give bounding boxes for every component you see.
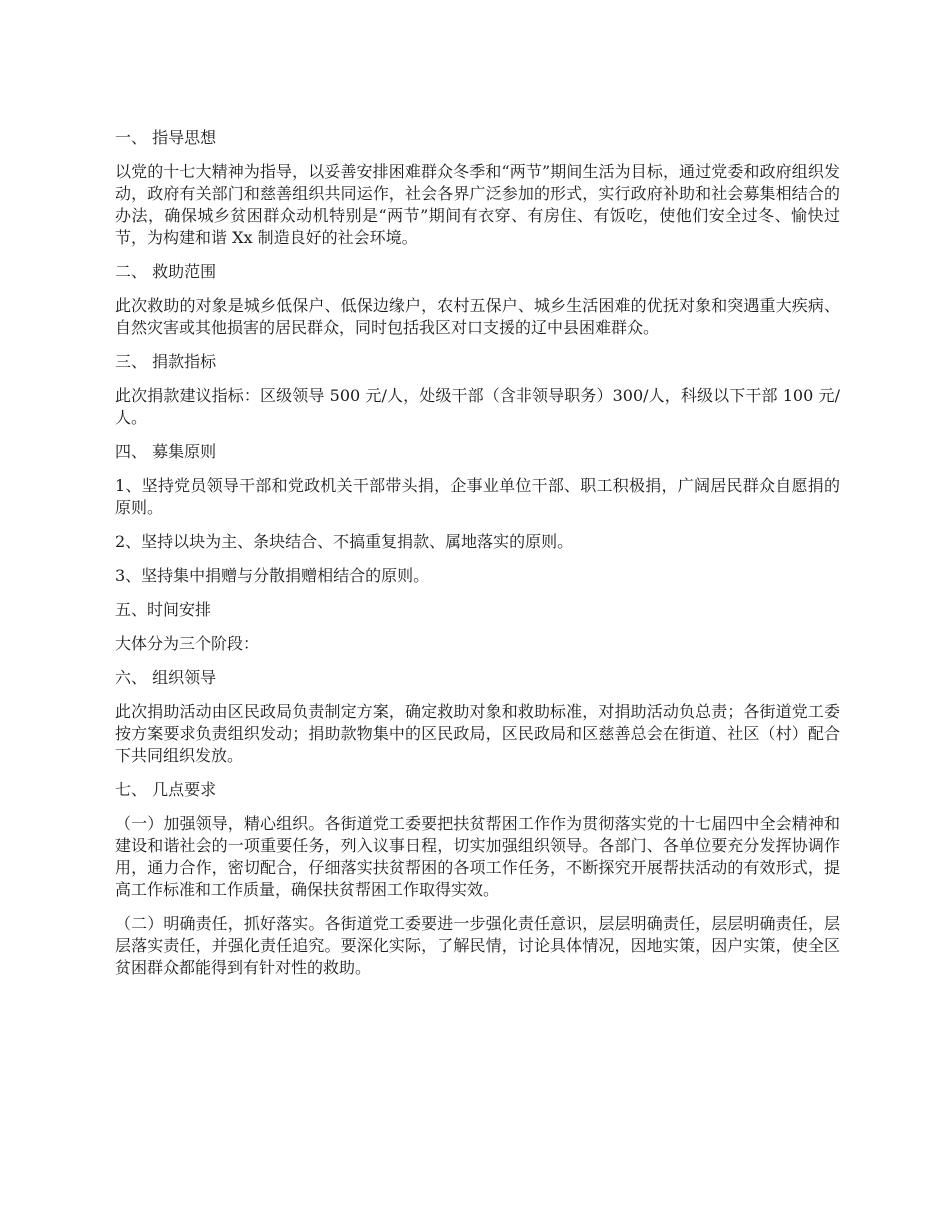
section-guiding-thought <box>115 127 840 249</box>
principle-item: 1、坚持党员领导干部和党政机关干部带头捐，企事业单位干部、职工积极捐，广阔居民群众自愿捐的原则。 <box>115 476 840 517</box>
section-aid-scope <box>115 261 840 339</box>
section-heading: 二、 救助范围 <box>115 262 217 281</box>
section-collection-principles <box>115 441 840 587</box>
document-body <box>115 127 840 991</box>
section-paragraph: 此次捐款建议指标：区级领导 500 元/人，处级干部（含非领导职务）300/人，科级以下干部 100 元/人。 <box>115 386 840 427</box>
section-heading: 三、 捐款指标 <box>115 352 217 371</box>
section-heading: 六、 组织领导 <box>115 668 217 687</box>
section-paragraph: 大体分为三个阶段： <box>115 634 260 653</box>
section-paragraph: 此次救助的对象是城乡低保户、低保边缘户，农村五保户、城乡生活困难的优抚对象和突遇重大疾病、自然灾害或其他损害的居民群众，同时包括我区对口支援的辽中县困难群众。 <box>115 296 840 337</box>
section-paragraph: 以党的十七大精神为指导，以妥善安排困难群众冬季和“两节”期间生活为目标，通过党委和政府组织发动，政府有关部门和慈善组织共同运作，社会各界广泛参加的形式，实行政府补助和社会募集相结合的办法，确保城乡贫困群众动机特别是“两节”期间有衣穿、有房住、有饭吃，使他们安全过冬、愉快过节，为构建和谐 Xx 制造良好的社会环境。 <box>115 162 840 247</box>
section-schedule <box>115 599 840 655</box>
requirement-item: （一）加强领导，精心组织。各街道党工委要把扶贫帮困工作作为贯彻落实党的十七届四中全会精神和建设和谐社会的一项重要任务，列入议事日程，切实加强组织领导。各部门、各单位要充分发挥协调作用，通力合作，密切配合，仔细落实扶贫帮困的各项工作任务，不断探究开展帮扶活动的有效形式，提高工作标准和工作质量，确保扶贫帮困工作取得实效。 <box>115 814 840 899</box>
section-heading: 五、时间安排 <box>115 600 212 619</box>
principle-item: 2、坚持以块为主、条块结合、不搞重复捐款、属地落实的原则。 <box>115 532 574 551</box>
section-heading: 四、 募集原则 <box>115 442 217 461</box>
section-requirements <box>115 779 840 979</box>
section-heading: 七、 几点要求 <box>115 780 217 799</box>
section-heading: 一、 指导思想 <box>115 128 217 147</box>
requirement-item: （二）明确责任，抓好落实。各街道党工委要进一步强化责任意识，层层明确责任，层层明确责任，层层落实责任，并强化责任追究。要深化实际，了解民情，讨论具体情况，因地实策，因户实策，使全区贫困群众都能得到有针对性的救助。 <box>115 914 840 977</box>
section-donation-targets <box>115 351 840 429</box>
principle-item: 3、坚持集中捐赠与分散捐赠相结合的原则。 <box>115 566 430 585</box>
section-organization <box>115 667 840 767</box>
section-paragraph: 此次捐助活动由区民政局负责制定方案，确定救助对象和救助标准，对捐助活动负总责；各街道党工委按方案要求负责组织发动；捐助款物集中的区民政局，区民政局和区慈善总会在街道、社区（村）配合下共同组织发放。 <box>115 702 840 765</box>
